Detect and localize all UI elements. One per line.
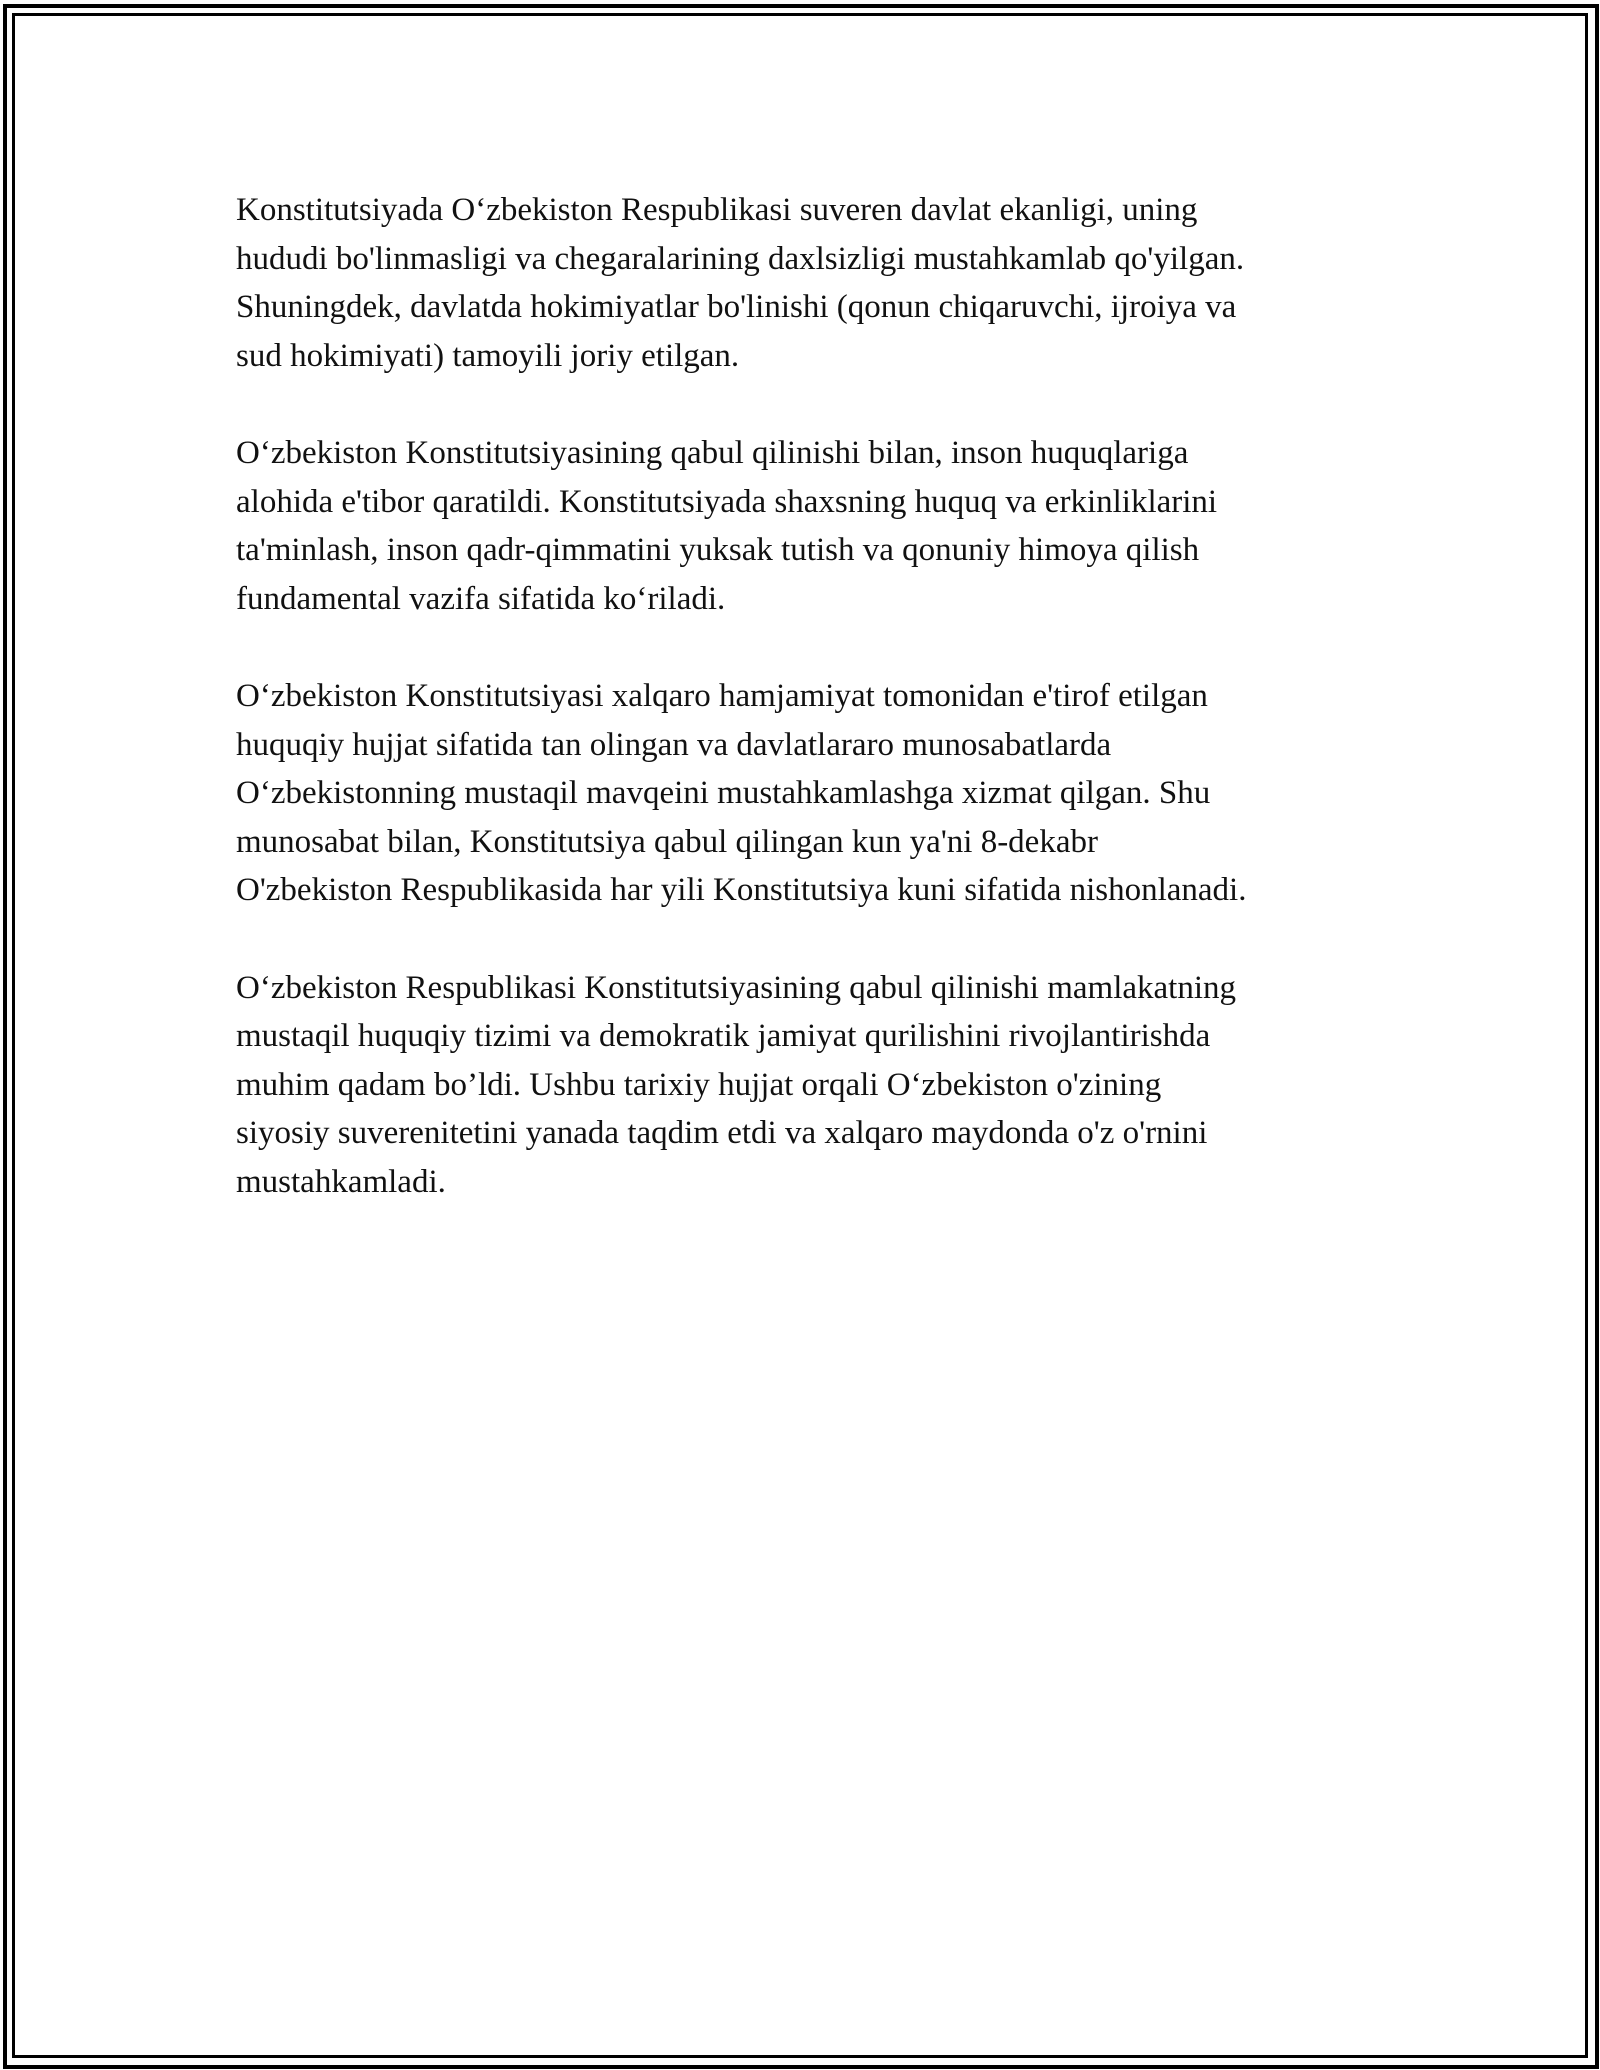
text-line: ta'minlash, inson qadr-qimmatini yuksak tutish va qonuniy himoya qilish bbox=[236, 532, 1200, 568]
document-body bbox=[236, 186, 1436, 1255]
text-line: Shuningdek, davlatda hokimiyatlar bo'linishi (qonun chiqaruvchi, ijroiya va bbox=[236, 289, 1237, 325]
text-line: muhim qadam bo’ldi. Ushbu tarixiy hujjat orqali O‘zbekiston o'zining bbox=[236, 1066, 1162, 1103]
text-line: mustaqil huquqiy tizimi va demokratik jamiyat qurilishini rivojlantirishda bbox=[236, 1018, 1211, 1054]
text-line: O‘zbekiston Konstitutsiyasi xalqaro hamjamiyat tomonidan e'tirof etilgan bbox=[236, 678, 1208, 714]
text-line: Konstitutsiyada O‘zbekiston Respublikasi suveren davlat ekanligi, uning bbox=[236, 192, 1198, 228]
text-line: huquqiy hujjat sifatida tan olingan va davlatlararo munosabatlarda bbox=[236, 726, 1112, 763]
paragraph-1 bbox=[236, 186, 1436, 380]
text-line: alohida e'tibor qaratildi. Konstitutsiyada shaxsning huquq va erkinliklarini bbox=[236, 483, 1218, 520]
text-line: O‘zbekiston Respublikasi Konstitutsiyasining qabul qilinishi mamlakatning bbox=[236, 969, 1237, 1006]
text-line: siyosiy suverenitetini yanada taqdim etdi va xalqaro maydonda o'z o'rnini bbox=[236, 1115, 1208, 1151]
paragraph-3 bbox=[236, 672, 1436, 915]
text-line: sud hokimiyati) tamoyili joriy etilgan. bbox=[236, 337, 740, 374]
text-line: mustahkamladi. bbox=[236, 1163, 446, 1200]
text-line: O'zbekiston Respublikasida har yili Konstitutsiya kuni sifatida nishonlanadi. bbox=[236, 872, 1247, 908]
text-line: O‘zbekiston Konstitutsiyasining qabul qilinishi bilan, inson huquqlariga bbox=[236, 435, 1189, 471]
text-line: hududi bo'linmasligi va chegaralarining daxlsizligi mustahkamlab qo'yilgan. bbox=[236, 240, 1245, 277]
paragraph-4 bbox=[236, 964, 1436, 1207]
text-line: O‘zbekistonning mustaqil mavqeini mustahkamlashga xizmat qilgan. Shu bbox=[236, 775, 1211, 811]
paragraph-2 bbox=[236, 429, 1436, 623]
text-line: munosabat bilan, Konstitutsiya qabul qilingan kun ya'ni 8-dekabr bbox=[236, 823, 1098, 860]
text-line: fundamental vazifa sifatida ko‘riladi. bbox=[236, 580, 726, 617]
